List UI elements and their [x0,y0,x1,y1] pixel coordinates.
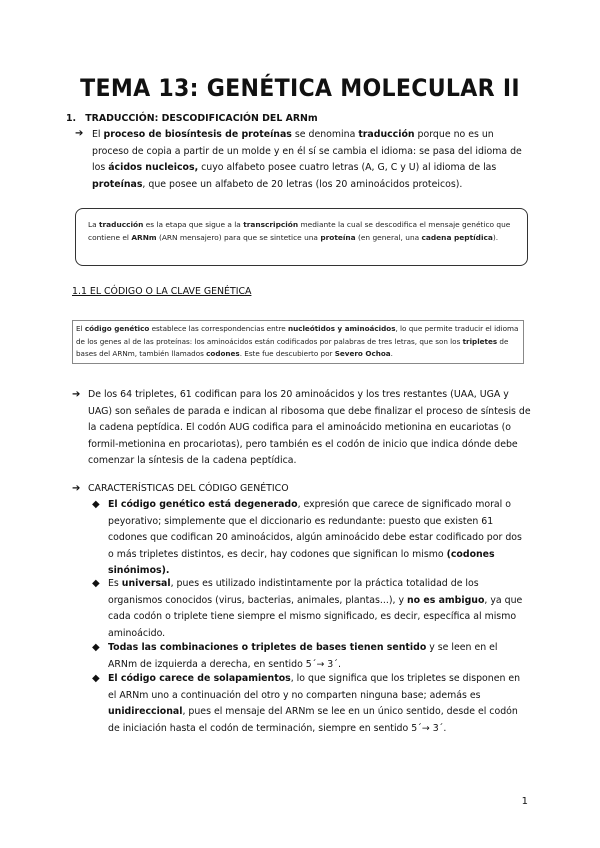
arrow-bullet-icon: ➔ [72,483,81,494]
subsection-heading: 1.1 EL CÓDIGO O LA CLAVE GENÉTICA [72,286,252,297]
diamond-bullet-icon: ◆ [92,578,100,589]
arrow-bullet-icon: ➔ [72,389,81,400]
arrow-bullet-icon: ➔ [75,128,84,139]
characteristic-item: Todas las combinaciones o tripletes de bases tienen sentido y se leen en el ARNm de izquierda a derecha, en sentido 5´→ 3´. [108,642,498,670]
diamond-bullet-icon: ◆ [92,673,100,684]
intro-paragraph: El proceso de biosíntesis de proteínas se denomina traducción porque no es un proceso de copia a partir de un molde y en él sí se cambia el idioma: se pasa del idioma de los ácidos nucleicos, cuyo alfabeto posee cuatro letras (A, G, C y U) al idioma de las proteínas, que posee un alfabeto de 20 letras (los 20 aminoácidos proteicos). [92,129,522,190]
diamond-bullet-icon: ◆ [92,642,100,653]
diamond-bullet-icon: ◆ [92,499,100,510]
code-definition-text: El código genético establece las correspondencias entre nucleótidos y aminoácidos, lo que permite traducir el idioma de los genes al de las proteínas: los aminoácidos están codificados por palabras de tres letras, que son los tripletes de bases del ARNm, también llamados codones. Este fue descubierto por Severo Ochoa. [76,324,519,358]
characteristic-item: El código carece de solapamientos, lo que significa que los tripletes se disponen en el ARNm uno a continuación del otro y no comparten ninguna base; además es unidireccional, pues el mensaje del ARNm se lee en un único sentido, desde el codón de iniciación hasta el codón de terminación, siempre en sentido 5´→ 3´. [108,673,521,734]
characteristic-item: Es universal, pues es utilizado indistintamente por la práctica totalidad de los organismos conocidos (virus, bacterias, animales, plantas...), y no es ambiguo, ya que cada codón o triplete tiene siempre el mismo significado, es decir, específica al mismo aminoácido. [108,578,523,639]
characteristics-heading: CARACTERÍSTICAS DEL CÓDIGO GENÉTICO [88,483,289,494]
definition-box [75,208,528,266]
page-number: 1 [521,796,528,807]
section-heading [66,113,318,124]
tripletes-paragraph: De los 64 tripletes, 61 codifican para los 20 aminoácidos y los tres restantes (UAA, UGA y UAG) son señales de parada e indican al ribosoma que debe finalizar el proceso de síntesis de la cadena peptídica. El codón AUG codifica para el aminoácido metionina en eucariotas (o formil-metionina en procariotas), pero también es el codón de inicio que indica dónde debe comenzar la síntesis de la cadena peptídica. [88,389,531,466]
section-number: 1. [66,113,77,124]
characteristic-item: El código genético está degenerado, expresión que carece de significado moral o peyorativo; simplemente que el diccionario es redundante: puesto que existen 61 codones que codifican 20 aminoácidos, algún aminoácido debe estar codificado por dos o más tripletes distintos, es decir, hay codones que significan lo mismo (codones sinónimos). [108,499,522,576]
section-heading-text: TRADUCCIÓN: DESCODIFICACIÓN DEL ARNm [85,113,318,124]
page-title: TEMA 13: GENÉTICA MOLECULAR II [80,74,520,102]
code-definition-box [72,320,524,364]
definition-text: La traducción es la etapa que sigue a la transcripción mediante la cual se descodifica el mensaje genético que contiene el ARNm (ARN mensajero) para que se sintetice una proteína (en general, una cadena peptídica). [88,220,511,242]
